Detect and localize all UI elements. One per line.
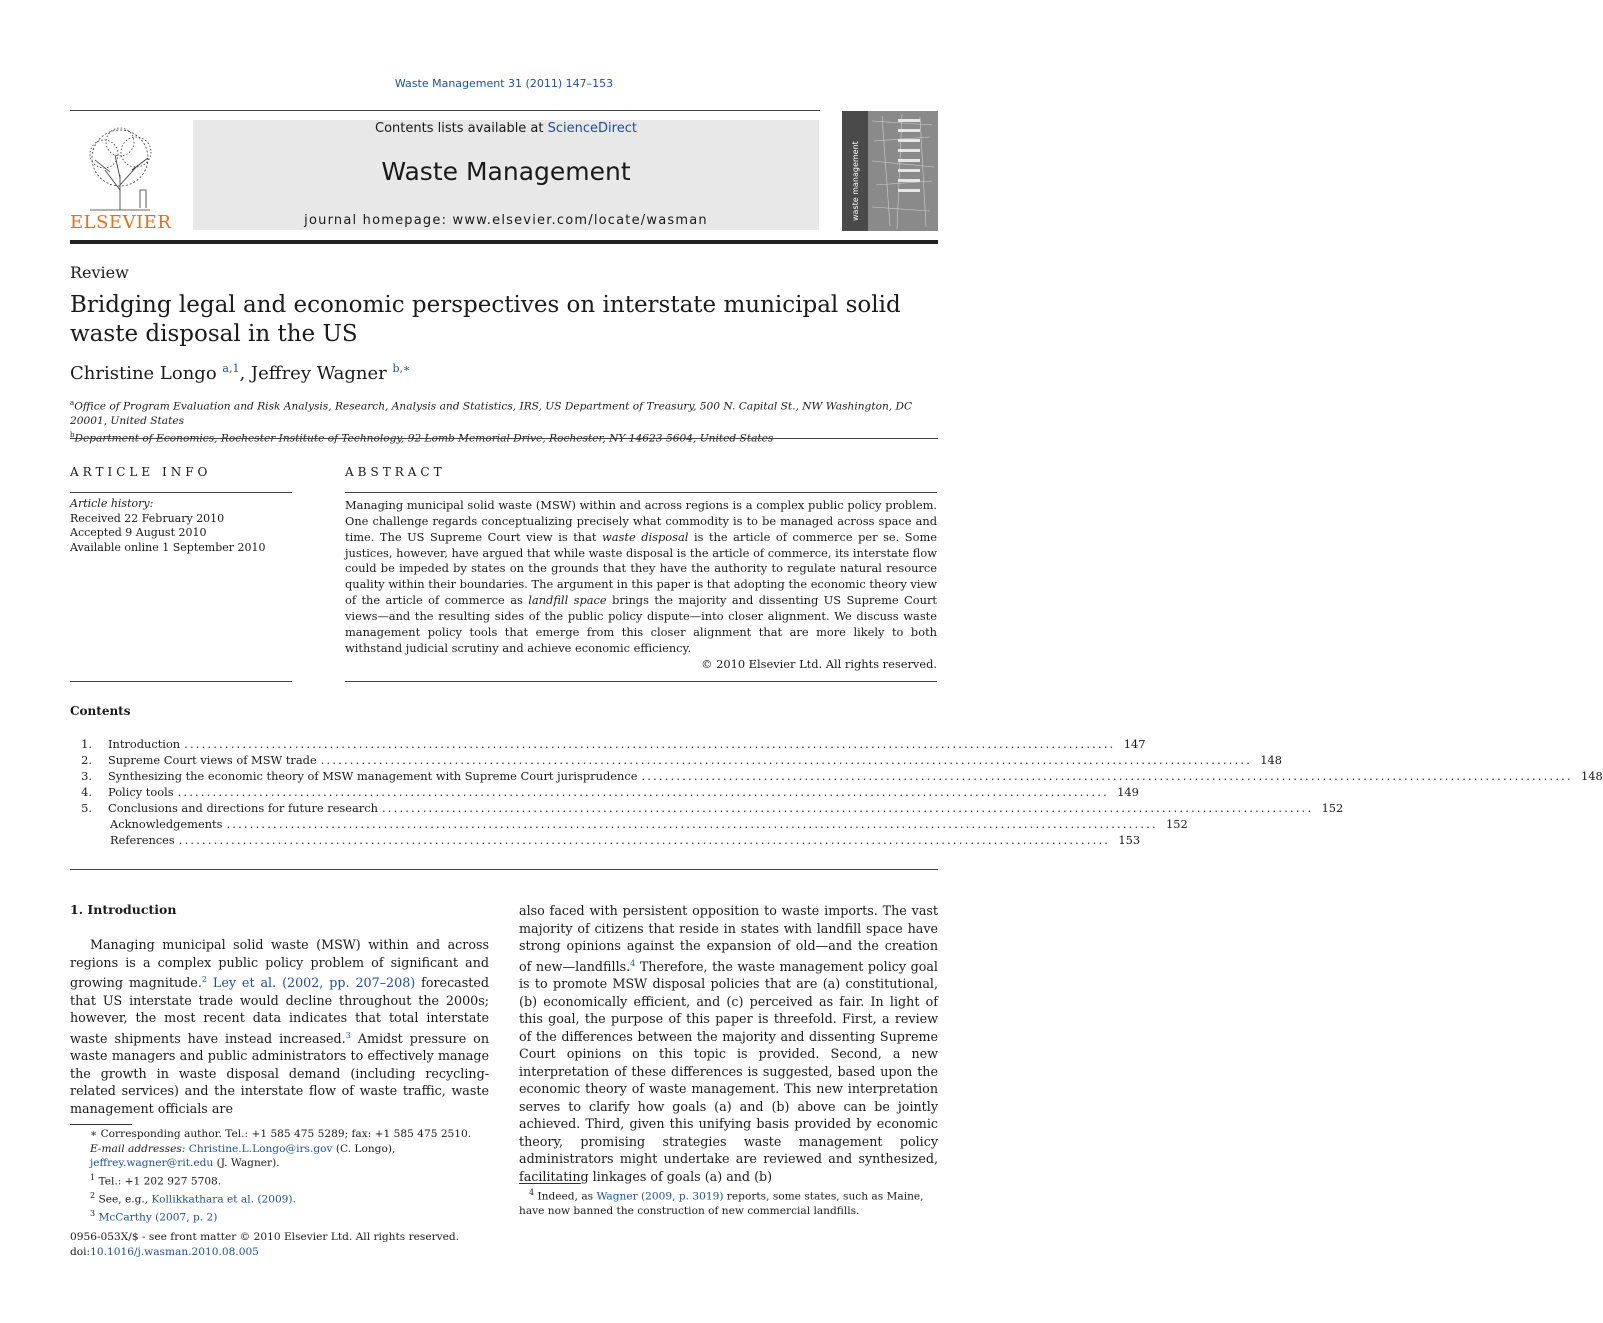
abstract-heading: ABSTRACT bbox=[345, 465, 446, 479]
abstract-text bbox=[345, 498, 937, 656]
homepage-url[interactable]: www.elsevier.com/locate/wasman bbox=[452, 213, 708, 228]
footnote-rule bbox=[519, 1183, 581, 1184]
footnote-mark: 2 bbox=[90, 1190, 96, 1200]
contents-heading: Contents bbox=[70, 704, 131, 718]
article-history bbox=[70, 497, 292, 555]
footnote-text: Indeed, as bbox=[537, 1190, 597, 1203]
affiliation-mark: a bbox=[70, 399, 75, 407]
author-name[interactable]: Jeffrey Wagner bbox=[250, 363, 387, 384]
footnote-mark: 1 bbox=[90, 1172, 96, 1182]
toc-number: 2. bbox=[81, 753, 92, 767]
article-title: Bridging legal and economic perspectives on interstate municipal solid waste disposal in the US bbox=[70, 292, 901, 347]
affiliation-b bbox=[70, 428, 938, 446]
toc-item[interactable] bbox=[70, 784, 1139, 800]
footnote-text: Corresponding author. Tel.: +1 585 475 5289; fax: +1 585 475 2510. bbox=[100, 1128, 472, 1140]
footnote-text: See, e.g., bbox=[98, 1193, 152, 1206]
email-owner: (J. Wagner). bbox=[213, 1157, 280, 1170]
body-text: Managing municipal solid waste (MSW) within and across regions is a complex public policy problem of significant and growing magnitude. bbox=[70, 937, 489, 991]
cover-title-text: waste management bbox=[851, 141, 860, 221]
toc-page: 152 bbox=[1166, 817, 1188, 831]
toc-item[interactable] bbox=[70, 816, 1188, 832]
toc-item[interactable] bbox=[70, 736, 1146, 752]
footnote-ref[interactable]: 3 bbox=[345, 1030, 351, 1040]
contents-available-label: Contents lists available at bbox=[375, 121, 548, 136]
affiliation-a bbox=[70, 396, 938, 428]
toc-leader: ................................................................................................................................................................ bbox=[226, 817, 1158, 831]
footnote-rule bbox=[70, 1124, 132, 1125]
abstract-emphasis: waste disposal bbox=[602, 529, 689, 544]
toc-page: 153 bbox=[1118, 833, 1141, 847]
body-text: forecasted that US interstate trade would decline throughout the 2000s; however, the most recent data indicates that total interstate waste shipments have instead increased. bbox=[70, 975, 489, 1046]
footnote-text: reports, some states, such as Maine, have now banned the construction of new commercial landfills. bbox=[519, 1190, 924, 1218]
footnote-2 bbox=[70, 1189, 489, 1207]
toc-number: 1. bbox=[81, 737, 92, 751]
divider bbox=[70, 869, 938, 870]
toc-page: 147 bbox=[1123, 737, 1146, 751]
doi-link[interactable]: 10.1016/j.wasman.2010.08.005 bbox=[90, 1245, 259, 1258]
footnote-mark: 4 bbox=[529, 1188, 535, 1197]
abstract-part: is the article of commerce per se. Some justices, however, have argued that while waste disposal is the article of commerce, its interstate flow could be impeded by states on the grounds that they have the authority to regulate natural resource quality within their boundaries. The argument in this paper is that adopting the economic theory view of the article of commerce as bbox=[345, 529, 938, 608]
doi-line bbox=[70, 1245, 459, 1260]
journal-homepage bbox=[193, 213, 819, 228]
citation-link[interactable]: Kollikkathara et al. (2009) bbox=[151, 1193, 293, 1206]
body-text: Amidst pressure on waste managers and public administrators to effectively manage the growth in waste disposal demand (including recycling-related services) and the interstate flow of waste traffic, waste management officials are bbox=[70, 1030, 489, 1116]
affiliation-mark: b bbox=[70, 430, 75, 439]
online-date: Available online 1 September 2010 bbox=[70, 540, 266, 554]
footnote-3 bbox=[70, 1207, 489, 1225]
toc-leader: ................................................................................................................................................................ bbox=[381, 801, 1314, 815]
toc-title[interactable]: Introduction bbox=[108, 737, 181, 751]
cover-art bbox=[842, 111, 938, 231]
toc-title[interactable]: Synthesizing the economic theory of MSW management with Supreme Court jurisprudence bbox=[108, 769, 638, 783]
footnote-mark: ∗ bbox=[90, 1128, 98, 1140]
homepage-label: journal homepage: bbox=[304, 213, 453, 228]
imprint bbox=[70, 1230, 459, 1259]
toc-page: 149 bbox=[1117, 785, 1139, 799]
divider bbox=[345, 492, 937, 493]
toc-number: 3. bbox=[81, 769, 92, 783]
abstract-part: brings the majority and dissenting US Supreme Court views—and the resulting sides of the public policy dispute—into closer alignment. We discuss waste management policy tools that emerge from this closer alignment that are more likely to both withstand judicial scrutiny and achieve economic efficiency. bbox=[345, 593, 937, 655]
body-text: Therefore, the waste management policy goal is to promote MSW disposal policies that are (a) constitutional, (b) economically efficient, and (c) perceived as fair. In light of this goal, the purpose of this paper is threefold. First, a review of the differences between the majority and dissenting Supreme Court opinions on this topic is provided. Second, a new interpretation of these differences is suggested, based upon the economic theory of waste management. This new interpretation serves to clarify how goals (a) and (b) above can be jointly achieved. Third, given this unifying basis provided by economic theory, promising strategies waste management policy administrators might undertake are reviewed and synthesized, facilitating linkages of goals (a) and (b) bbox=[519, 958, 938, 1184]
toc-title[interactable]: Policy tools bbox=[108, 785, 174, 799]
toc-leader: ................................................................................................................................................................ bbox=[320, 753, 1253, 767]
affiliation-text: Office of Program Evaluation and Risk Analysis, Research, Analysis and Statistics, IRS, US Department of Treasury, 500 N. Capital St., NW Washington, DC 20001, United States bbox=[70, 400, 913, 427]
accepted-date: Accepted 9 August 2010 bbox=[70, 526, 207, 540]
divider bbox=[70, 492, 292, 493]
footnote-mark: 3 bbox=[90, 1209, 96, 1219]
body-column-left bbox=[70, 936, 489, 1117]
footnote-text: . bbox=[292, 1193, 296, 1206]
footnote-4 bbox=[519, 1186, 938, 1219]
journal-name: Waste Management bbox=[381, 157, 631, 186]
citation-link[interactable]: McCarthy (2007, p. 2) bbox=[98, 1211, 218, 1224]
doi-label: doi: bbox=[70, 1245, 91, 1258]
toc-item[interactable] bbox=[70, 752, 1283, 768]
received-date: Received 22 February 2010 bbox=[70, 511, 225, 525]
toc-item[interactable] bbox=[70, 768, 1603, 784]
footnote-ref[interactable]: 2 bbox=[201, 975, 207, 984]
toc-page: 148 bbox=[1581, 769, 1603, 783]
toc-leader: ................................................................................................................................................................ bbox=[641, 769, 1573, 783]
author-name[interactable]: Christine Longo bbox=[70, 363, 217, 384]
abstract-part: Managing municipal solid waste (MSW) within and across regions is a complex public policy problem. One challenge regards conceptualizing precisely what commodity is to be managed across space and time. The US Supreme Court view is that bbox=[345, 498, 937, 544]
article-type: Review bbox=[70, 263, 129, 282]
section-heading-introduction: 1. Introduction bbox=[70, 902, 177, 917]
author-list: Christine Longo $^{a,1}$, Jeffrey Wagner $^{b,∗}$ bbox=[70, 362, 411, 384]
header-thick-rule bbox=[70, 240, 938, 244]
journal-cover-thumbnail bbox=[842, 111, 938, 231]
divider bbox=[70, 681, 292, 682]
toc-number: 5. bbox=[81, 801, 92, 815]
toc-page: 148 bbox=[1260, 753, 1283, 767]
citation-link[interactable]: Ley et al. (2002, pp. 207–208) bbox=[212, 975, 416, 991]
author-affiliation-mark[interactable]: b,∗ bbox=[392, 362, 411, 375]
body-column-right bbox=[519, 902, 938, 1185]
toc-title[interactable]: References bbox=[110, 833, 175, 847]
elsevier-wordmark: ELSEVIER bbox=[70, 212, 172, 233]
body-text: also faced with persistent opposition to waste imports. The vast majority of citizens that reside in states with landfill space have strong opinions against the expansion of old—and the creation of new—landfills. bbox=[519, 903, 938, 974]
footnote-emails bbox=[70, 1142, 489, 1171]
author-affiliation-mark[interactable]: a,1 bbox=[222, 362, 240, 375]
toc-item[interactable] bbox=[70, 800, 1344, 816]
toc-leader: ................................................................................................................................................................ bbox=[178, 833, 1111, 847]
toc-page: 152 bbox=[1321, 801, 1344, 815]
copyright-notice: © 2010 Elsevier Ltd. All rights reserved. bbox=[701, 657, 937, 671]
sciencedirect-link[interactable]: ScienceDirect bbox=[547, 121, 637, 136]
footnote-1 bbox=[70, 1171, 489, 1189]
footnotes-left bbox=[70, 1127, 489, 1225]
toc-leader: ................................................................................................................................................................ bbox=[184, 737, 1116, 751]
toc-title[interactable]: Conclusions and directions for future research bbox=[108, 801, 378, 815]
footnote-ref[interactable]: 4 bbox=[630, 958, 636, 968]
affiliation-text: Department of Economics, Rochester Institute of Technology, 92 Lomb Memorial Drive, Rochester, NY 14623-5604, United States bbox=[74, 432, 774, 445]
table-of-contents bbox=[70, 736, 1603, 848]
email-owner: (C. Longo), bbox=[332, 1142, 396, 1155]
footnote-text: Tel.: +1 202 927 5708. bbox=[98, 1175, 222, 1188]
divider bbox=[70, 438, 938, 439]
abstract-emphasis: landfill space bbox=[528, 593, 607, 608]
history-label: Article history: bbox=[70, 497, 154, 510]
contents-available bbox=[193, 121, 819, 136]
issn-line: 0956-053X/$ - see front matter © 2010 Elsevier Ltd. All rights reserved. bbox=[70, 1231, 460, 1243]
email-link[interactable]: Christine.L.Longo@irs.gov bbox=[188, 1142, 333, 1155]
toc-number: 4. bbox=[81, 785, 92, 799]
email-link[interactable]: jeffrey.wagner@rit.edu bbox=[90, 1157, 214, 1170]
footnote-corresponding bbox=[70, 1127, 489, 1142]
citation-link[interactable]: Wagner (2009, p. 3019) bbox=[596, 1190, 724, 1203]
email-label: E-mail addresses: bbox=[90, 1142, 186, 1155]
toc-title[interactable]: Acknowledgements bbox=[110, 817, 223, 831]
toc-leader: ................................................................................................................................................................ bbox=[177, 785, 1109, 799]
journal-reference[interactable]: Waste Management 31 (2011) 147–153 bbox=[394, 77, 614, 90]
article-info-heading: ARTICLE INFO bbox=[70, 465, 212, 479]
header-top-rule bbox=[70, 110, 820, 111]
divider bbox=[345, 681, 937, 682]
toc-item[interactable] bbox=[70, 832, 1141, 848]
toc-title[interactable]: Supreme Court views of MSW trade bbox=[108, 753, 317, 767]
